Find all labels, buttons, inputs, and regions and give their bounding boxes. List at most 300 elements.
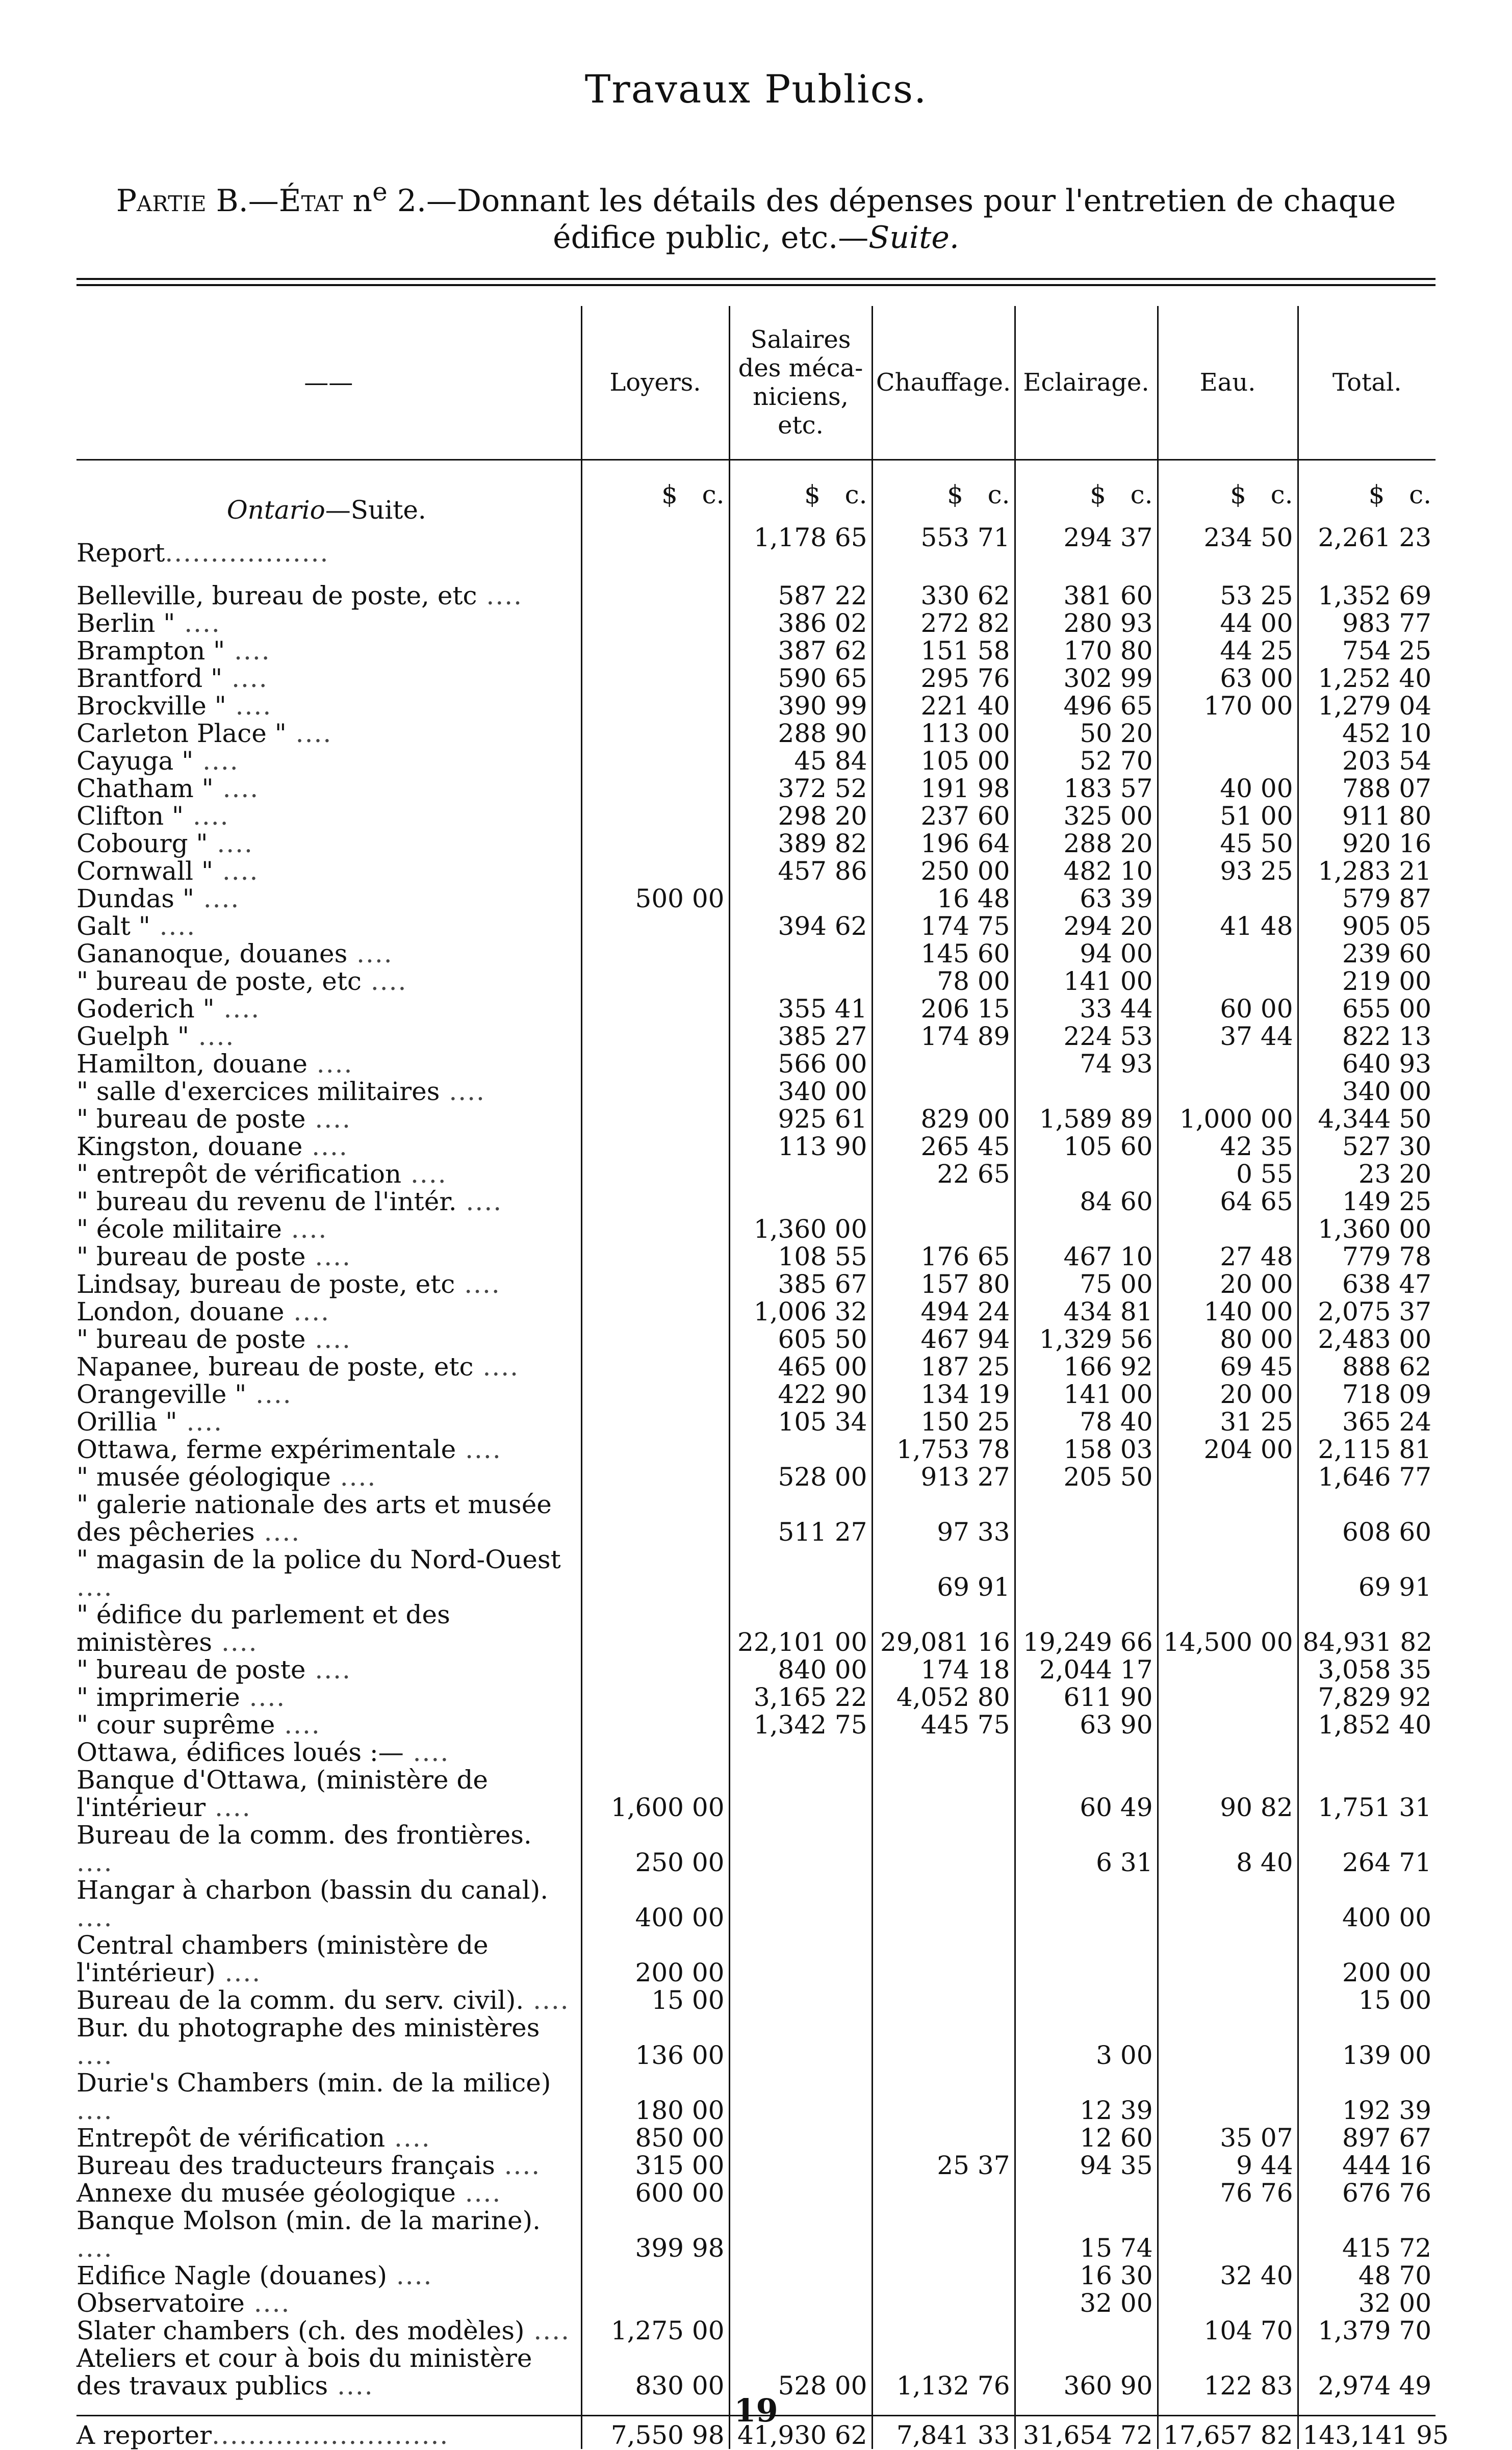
cell-eclairage: 224 53: [1015, 1023, 1158, 1050]
cell-total: 822 13: [1298, 1023, 1436, 1050]
section-province: Ontario: [226, 495, 325, 525]
table-row: [76, 1436, 1436, 1463]
cell-eau: [1158, 2069, 1298, 2124]
cell-chauffage: 445 75: [872, 1711, 1015, 1739]
cell-eclairage: 496 65: [1015, 692, 1158, 720]
cell-loyers: [581, 1243, 729, 1270]
cell-eau: 44 00: [1158, 609, 1298, 637]
row-description: Dundas " ....: [76, 884, 240, 913]
cell-salaires: 1,342 75: [729, 1711, 872, 1739]
cell-eclairage: 75 00: [1015, 1270, 1158, 1298]
cell-loyers: [581, 609, 729, 637]
header-description: ——: [76, 306, 581, 460]
cell-salaires: 465 00: [729, 1353, 872, 1381]
cell-loyers: [581, 1325, 729, 1353]
cell-total: 718 09: [1298, 1381, 1436, 1408]
cell-eclairage: 141 00: [1015, 967, 1158, 995]
cell-total: 1,379 70: [1298, 2317, 1436, 2344]
total-eau: 17,657 82: [1158, 2416, 1298, 2449]
cell-eau: [1158, 747, 1298, 775]
cell-loyers: [581, 940, 729, 967]
row-description: Orangeville " ....: [76, 1380, 292, 1409]
cell-chauffage: 494 24: [872, 1298, 1015, 1325]
cell-chauffage: 196 64: [872, 830, 1015, 857]
table-row: [76, 1105, 1436, 1133]
table-row: [76, 582, 1436, 609]
cell-chauffage: 187 25: [872, 1353, 1015, 1381]
cell-eclairage: [1015, 1546, 1158, 1601]
cell-eau: [1158, 720, 1298, 747]
cell-eclairage: [1015, 1160, 1158, 1188]
cell-total: 897 67: [1298, 2124, 1436, 2152]
cell-eclairage: 467 10: [1015, 1243, 1158, 1270]
table-row: [76, 2014, 1436, 2069]
cell-salaires: [729, 2124, 872, 2152]
table-row: [76, 2289, 1436, 2317]
cell-eau: 9 44: [1158, 2152, 1298, 2179]
cell-eclairage: [1015, 1931, 1158, 1986]
top-double-rule: [76, 278, 1436, 286]
cell-total: 676 76: [1298, 2179, 1436, 2207]
cell-eclairage: [1015, 1491, 1158, 1546]
cell-eclairage: 360 90: [1015, 2344, 1158, 2400]
table-row: [76, 1766, 1436, 1821]
cell-eclairage: 381 60: [1015, 582, 1158, 609]
table-row: [76, 1381, 1436, 1408]
cell-total: 264 71: [1298, 1821, 1436, 1876]
row-description: Cayuga " ....: [76, 746, 239, 776]
cell-salaires: 105 34: [729, 1408, 872, 1436]
cell-total: 4,344 50: [1298, 1105, 1436, 1133]
cell-loyers: [581, 747, 729, 775]
cell-salaires: 385 67: [729, 1270, 872, 1298]
header-chauffage: Chauffage.: [872, 306, 1015, 460]
cell-loyers: 180 00: [581, 2069, 729, 2124]
row-description: " entrepôt de vérification ....: [76, 1159, 447, 1189]
table-row: [76, 609, 1436, 637]
report-total: 2,261 23: [1298, 524, 1436, 567]
total-label: A reporter..........................: [76, 2416, 581, 2449]
cell-salaires: 355 41: [729, 995, 872, 1023]
cell-salaires: [729, 1188, 872, 1215]
table-row: [76, 2152, 1436, 2179]
cell-eclairage: 434 81: [1015, 1298, 1158, 1325]
table-row: [76, 2344, 1436, 2400]
row-description: " cour suprême ....: [76, 1710, 321, 1740]
cell-total: 239 60: [1298, 940, 1436, 967]
cell-chauffage: 174 75: [872, 912, 1015, 940]
cell-salaires: [729, 1931, 872, 1986]
cell-loyers: [581, 582, 729, 609]
cell-salaires: 45 84: [729, 747, 872, 775]
row-description: Brockville " ....: [76, 691, 272, 721]
row-description: Carleton Place " ....: [76, 719, 332, 748]
cell-eau: 51 00: [1158, 802, 1298, 830]
header-eau: Eau.: [1158, 306, 1298, 460]
cell-salaires: 394 62: [729, 912, 872, 940]
row-description: Cobourg " ....: [76, 829, 253, 858]
cell-salaires: [729, 1766, 872, 1821]
cell-chauffage: 174 18: [872, 1656, 1015, 1683]
cell-loyers: 850 00: [581, 2124, 729, 2152]
cell-eclairage: 19,249 66: [1015, 1601, 1158, 1656]
cell-chauffage: 265 45: [872, 1133, 1015, 1160]
table-row: [76, 2179, 1436, 2207]
header-salaires: Salaires des méca- niciens, etc.: [729, 306, 872, 460]
cell-eau: 31 25: [1158, 1408, 1298, 1436]
table-row: [76, 1160, 1436, 1188]
table-row: [76, 1188, 1436, 1215]
cell-loyers: [581, 1408, 729, 1436]
cell-eclairage: 12 39: [1015, 2069, 1158, 2124]
row-description: Slater chambers (ch. des modèles) ....: [76, 2316, 570, 2345]
cell-chauffage: 467 94: [872, 1325, 1015, 1353]
cell-chauffage: 237 60: [872, 802, 1015, 830]
cell-eau: 69 45: [1158, 1353, 1298, 1381]
cell-salaires: [729, 2179, 872, 2207]
cell-eau: 63 00: [1158, 665, 1298, 692]
row-description: London, douane ....: [76, 1297, 330, 1326]
row-description: Ottawa, ferme expérimentale ....: [76, 1435, 502, 1464]
cell-loyers: [581, 1215, 729, 1243]
cell-total: 2,974 49: [1298, 2344, 1436, 2400]
cell-eau: 14,500 00: [1158, 1601, 1298, 1656]
cell-chauffage: 250 00: [872, 857, 1015, 885]
cell-eclairage: 74 93: [1015, 1050, 1158, 1078]
cell-chauffage: 69 91: [872, 1546, 1015, 1601]
row-description: " édifice du parlement et des ministères ....: [76, 1600, 450, 1657]
cell-eclairage: 12 60: [1015, 2124, 1158, 2152]
cell-eclairage: 78 40: [1015, 1408, 1158, 1436]
cell-total: 905 05: [1298, 912, 1436, 940]
cell-eclairage: 280 93: [1015, 609, 1158, 637]
row-description: " bureau du revenu de l'intér. ....: [76, 1187, 503, 1216]
cell-loyers: [581, 775, 729, 802]
cell-total: 1,646 77: [1298, 1463, 1436, 1491]
cell-chauffage: 1,753 78: [872, 1436, 1015, 1463]
cell-total: 219 00: [1298, 967, 1436, 995]
cell-eau: [1158, 1711, 1298, 1739]
cell-salaires: 422 90: [729, 1381, 872, 1408]
cell-total: 192 39: [1298, 2069, 1436, 2124]
cell-salaires: [729, 1986, 872, 2014]
header-row: [76, 306, 1436, 460]
cell-eau: 41 48: [1158, 912, 1298, 940]
cell-loyers: [581, 1298, 729, 1325]
cell-chauffage: [872, 1215, 1015, 1243]
cell-chauffage: 221 40: [872, 692, 1015, 720]
cell-eau: 42 35: [1158, 1133, 1298, 1160]
cell-chauffage: [872, 1050, 1015, 1078]
cell-total: 48 70: [1298, 2262, 1436, 2289]
cell-total: 32 00: [1298, 2289, 1436, 2317]
cell-salaires: [729, 2069, 872, 2124]
cell-eau: 104 70: [1158, 2317, 1298, 2344]
cell-loyers: 250 00: [581, 1821, 729, 1876]
row-description: Edifice Nagle (douanes) ....: [76, 2261, 433, 2290]
cell-loyers: [581, 1188, 729, 1215]
cell-salaires: 925 61: [729, 1105, 872, 1133]
cell-eau: [1158, 1656, 1298, 1683]
cell-loyers: [581, 967, 729, 995]
cell-chauffage: 113 00: [872, 720, 1015, 747]
row-description: Bureau des traducteurs français ....: [76, 2151, 541, 2180]
table-row: [76, 2262, 1436, 2289]
row-description: Bureau de la comm. du serv. civil). ....: [76, 1985, 570, 2015]
table-row: [76, 2317, 1436, 2344]
cell-salaires: 528 00: [729, 1463, 872, 1491]
cell-salaires: [729, 2289, 872, 2317]
row-description: Kingston, douane ....: [76, 1132, 348, 1161]
cell-eau: [1158, 1683, 1298, 1711]
units-cell: $ c.: [1158, 460, 1298, 524]
cell-loyers: [581, 1353, 729, 1381]
row-description: " musée géologique ....: [76, 1462, 377, 1492]
cell-eclairage: 16 30: [1015, 2262, 1158, 2289]
cell-salaires: 605 50: [729, 1325, 872, 1353]
cell-loyers: 400 00: [581, 1876, 729, 1931]
cell-total: 203 54: [1298, 747, 1436, 775]
row-description: Banque d'Ottawa, (ministère de l'intérieur ....: [76, 1765, 489, 1822]
cell-loyers: [581, 1078, 729, 1105]
cell-eau: [1158, 1491, 1298, 1546]
table-row: [76, 1739, 1436, 1766]
cell-eclairage: 288 20: [1015, 830, 1158, 857]
cell-salaires: 22,101 00: [729, 1601, 872, 1656]
cell-salaires: 840 00: [729, 1656, 872, 1683]
cell-total: 608 60: [1298, 1491, 1436, 1546]
table-row: [76, 637, 1436, 665]
cell-salaires: 390 99: [729, 692, 872, 720]
row-description: " bureau de poste ....: [76, 1242, 351, 1271]
cell-eau: [1158, 967, 1298, 995]
cell-eau: 93 25: [1158, 857, 1298, 885]
cell-eclairage: [1015, 1215, 1158, 1243]
cell-chauffage: 145 60: [872, 940, 1015, 967]
table-row: [76, 1133, 1436, 1160]
cell-total: 1,252 40: [1298, 665, 1436, 692]
cell-eau: [1158, 1876, 1298, 1931]
table-row: [76, 1078, 1436, 1105]
cell-salaires: [729, 1546, 872, 1601]
cell-salaires: 528 00: [729, 2344, 872, 2400]
cell-chauffage: 913 27: [872, 1463, 1015, 1491]
row-description: " salle d'exercices militaires ....: [76, 1077, 485, 1106]
cell-total: 2,115 81: [1298, 1436, 1436, 1463]
cell-chauffage: [872, 2069, 1015, 2124]
cell-chauffage: 22 65: [872, 1160, 1015, 1188]
cell-salaires: [729, 940, 872, 967]
cell-total: 444 16: [1298, 2152, 1436, 2179]
cell-total: 920 16: [1298, 830, 1436, 857]
cell-chauffage: [872, 2179, 1015, 2207]
table-row: [76, 1546, 1436, 1601]
cell-chauffage: [872, 2207, 1015, 2262]
table-caption: [76, 173, 1436, 256]
cell-total: 640 93: [1298, 1050, 1436, 1078]
row-description: Berlin " ....: [76, 608, 221, 638]
cell-total: [1298, 1739, 1436, 1766]
cell-eau: 80 00: [1158, 1325, 1298, 1353]
cell-salaires: 386 02: [729, 609, 872, 637]
cell-total: 779 78: [1298, 1243, 1436, 1270]
cell-loyers: [581, 1050, 729, 1078]
cell-eclairage: [1015, 1986, 1158, 2014]
table-row: [76, 912, 1436, 940]
cell-eau: [1158, 1078, 1298, 1105]
total-chauffage: 7,841 33: [872, 2416, 1015, 2449]
row-description: Brampton " ....: [76, 636, 271, 666]
table-row: [76, 1298, 1436, 1325]
cell-eclairage: 15 74: [1015, 2207, 1158, 2262]
cell-salaires: 511 27: [729, 1491, 872, 1546]
cell-eau: [1158, 2207, 1298, 2262]
table-row: [76, 1821, 1436, 1876]
cell-salaires: [729, 1160, 872, 1188]
cell-eclairage: [1015, 2179, 1158, 2207]
cell-total: 3,058 35: [1298, 1656, 1436, 1683]
table-row: [76, 2069, 1436, 2124]
header-total: Total.: [1298, 306, 1436, 460]
units-cell: $ c.: [1015, 460, 1158, 524]
row-description: Guelph " ....: [76, 1022, 235, 1051]
table-row: [76, 1023, 1436, 1050]
report-eau: 234 50: [1158, 524, 1298, 567]
cell-eclairage: 63 90: [1015, 1711, 1158, 1739]
report-loyers: [581, 524, 729, 567]
units-cell: $ c.: [1298, 460, 1436, 524]
table-row: [76, 1601, 1436, 1656]
cell-eclairage: 1,329 56: [1015, 1325, 1158, 1353]
cell-eclairage: 1,589 89: [1015, 1105, 1158, 1133]
cell-eclairage: 3 00: [1015, 2014, 1158, 2069]
cell-total: 754 25: [1298, 637, 1436, 665]
cell-loyers: 1,275 00: [581, 2317, 729, 2344]
row-description: Banque Molson (min. de la marine). ....: [76, 2206, 541, 2263]
cell-eclairage: [1015, 2317, 1158, 2344]
row-description: " école militaire ....: [76, 1214, 328, 1244]
cell-loyers: [581, 1546, 729, 1601]
cell-eau: 170 00: [1158, 692, 1298, 720]
table-row: [76, 1656, 1436, 1683]
cell-salaires: 457 86: [729, 857, 872, 885]
cell-loyers: 136 00: [581, 2014, 729, 2069]
cell-chauffage: 206 15: [872, 995, 1015, 1023]
table-row: [76, 720, 1436, 747]
table-row: [76, 1353, 1436, 1381]
caption-part: Partie B.—État: [116, 183, 343, 219]
cell-salaires: 385 27: [729, 1023, 872, 1050]
cell-chauffage: 151 58: [872, 637, 1015, 665]
table-row: [76, 1931, 1436, 1986]
cell-eau: 1,000 00: [1158, 1105, 1298, 1133]
cell-eau: 60 00: [1158, 995, 1298, 1023]
cell-eclairage: 166 92: [1015, 1353, 1158, 1381]
cell-loyers: 200 00: [581, 1931, 729, 1986]
cell-eau: 37 44: [1158, 1023, 1298, 1050]
row-description: " magasin de la police du Nord-Ouest ....: [76, 1545, 561, 1602]
table-row: [76, 1408, 1436, 1436]
total-eclairage: 31,654 72: [1015, 2416, 1158, 2449]
cell-loyers: 1,600 00: [581, 1766, 729, 1821]
cell-total: 2,483 00: [1298, 1325, 1436, 1353]
total-salaires: 41,930 62: [729, 2416, 872, 2449]
cell-salaires: [729, 2262, 872, 2289]
units-row: [76, 460, 1436, 524]
cell-eau: 76 76: [1158, 2179, 1298, 2207]
units-cell: $ c.: [872, 460, 1015, 524]
section-heading: [76, 460, 581, 524]
row-description: Durie's Chambers (min. de la milice) ....: [76, 2068, 551, 2125]
cell-eclairage: 6 31: [1015, 1821, 1158, 1876]
row-description: Bur. du photographe des ministères ....: [76, 2013, 540, 2070]
cell-loyers: [581, 1463, 729, 1491]
table-row: [76, 885, 1436, 912]
cell-eau: [1158, 1463, 1298, 1491]
cell-loyers: [581, 830, 729, 857]
cell-eau: 90 82: [1158, 1766, 1298, 1821]
cell-eau: 20 00: [1158, 1381, 1298, 1408]
row-description: Napanee, bureau de poste, etc ....: [76, 1352, 520, 1382]
cell-salaires: 590 65: [729, 665, 872, 692]
cell-total: 579 87: [1298, 885, 1436, 912]
cell-eclairage: 482 10: [1015, 857, 1158, 885]
cell-eau: [1158, 1986, 1298, 2014]
table-row: [76, 1050, 1436, 1078]
cell-eclairage: 52 70: [1015, 747, 1158, 775]
cell-eau: [1158, 1215, 1298, 1243]
cell-chauffage: 176 65: [872, 1243, 1015, 1270]
table-row: [76, 940, 1436, 967]
cell-salaires: 113 90: [729, 1133, 872, 1160]
row-description: Observatoire ....: [76, 2288, 291, 2318]
cell-salaires: [729, 1821, 872, 1876]
cell-eclairage: 84 60: [1015, 1188, 1158, 1215]
cell-chauffage: 174 89: [872, 1023, 1015, 1050]
cell-chauffage: [872, 2289, 1015, 2317]
cell-chauffage: 97 33: [872, 1491, 1015, 1546]
caption-text: .—Donnant les détails des dépenses pour l'entretien de chaque édifice public, etc.—: [416, 183, 1396, 256]
caption-number-label: n: [352, 183, 373, 219]
cell-total: 638 47: [1298, 1270, 1436, 1298]
header-loyers: Loyers.: [581, 306, 729, 460]
cell-eau: 204 00: [1158, 1436, 1298, 1463]
cell-loyers: [581, 692, 729, 720]
cell-chauffage: [872, 1931, 1015, 1986]
cell-eau: [1158, 2289, 1298, 2317]
cell-salaires: [729, 1876, 872, 1931]
table-row: [76, 1491, 1436, 1546]
row-description: Chatham " ....: [76, 774, 260, 803]
cell-total: 2,075 37: [1298, 1298, 1436, 1325]
cell-total: 340 00: [1298, 1078, 1436, 1105]
cell-loyers: 830 00: [581, 2344, 729, 2400]
cell-total: 911 80: [1298, 802, 1436, 830]
row-description: " bureau de poste ....: [76, 1655, 351, 1685]
cell-loyers: [581, 1656, 729, 1683]
cell-loyers: [581, 1381, 729, 1408]
table-row: [76, 665, 1436, 692]
cell-chauffage: 150 25: [872, 1408, 1015, 1436]
table-row: [76, 1215, 1436, 1243]
row-description: Clifton " ....: [76, 801, 229, 831]
cell-salaires: [729, 2317, 872, 2344]
cell-eclairage: 94 35: [1015, 2152, 1158, 2179]
cell-eclairage: 32 00: [1015, 2289, 1158, 2317]
row-description: " bureau de poste, etc ....: [76, 966, 407, 996]
row-description: " galerie nationale des arts et musée des pêcheries ....: [76, 1490, 552, 1547]
cell-total: 84,931 82: [1298, 1601, 1436, 1656]
